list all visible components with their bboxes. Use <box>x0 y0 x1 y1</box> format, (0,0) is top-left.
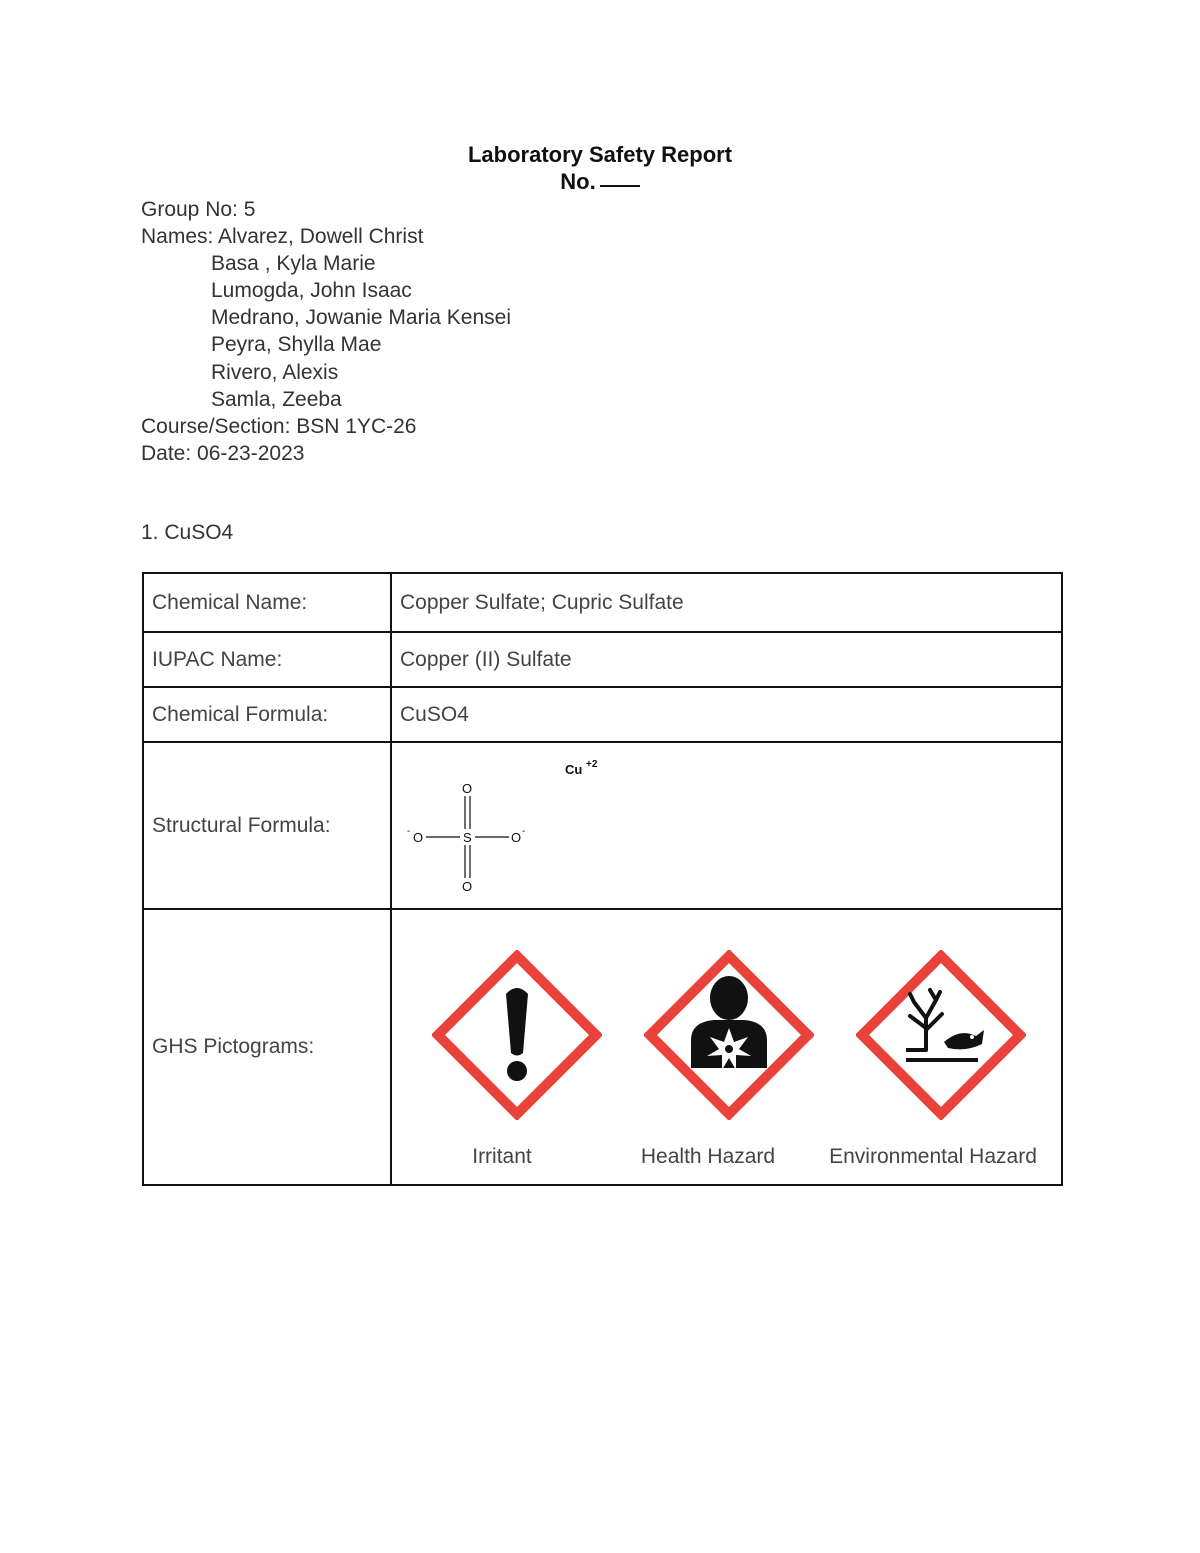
pictogram-label-environmental-hazard: Environmental Hazard <box>829 1145 1037 1168</box>
chemical-heading: 1. CuSO4 <box>141 521 234 544</box>
pictogram-label-health-hazard: Health Hazard <box>640 1145 776 1168</box>
name-item: Samla, Zeeba <box>211 387 342 411</box>
sulfur-atom: S <box>463 830 472 845</box>
report-title-text: Laboratory Safety Report <box>467 142 733 167</box>
report-number-blank <box>600 183 640 187</box>
chemical-formula-label: Chemical Formula: <box>143 687 391 742</box>
left-oxygen-charge: - <box>407 826 411 837</box>
iupac-name-value: Copper (II) Sulfate <box>391 632 1062 687</box>
name-item: Basa , Kyla Marie <box>211 252 376 276</box>
name-item: Rivero, Alexis <box>211 360 339 384</box>
group-info <box>141 196 511 467</box>
oxygen-left: O <box>413 830 424 845</box>
pictogram-label-irritant: Irritant <box>472 1145 532 1168</box>
exclamation-mark-icon <box>432 950 602 1120</box>
environment-icon <box>856 950 1026 1120</box>
report-title <box>0 141 1200 195</box>
group-number: Group No: 5 <box>141 198 256 221</box>
report-number-label: No. <box>560 169 596 194</box>
course-section: Course/Section: BSN 1YC-26 <box>141 414 417 438</box>
oxygen-right: O <box>511 830 522 845</box>
cation-charge: +2 <box>586 759 598 770</box>
name-item: Lumogda, John Isaac <box>211 279 412 303</box>
report-number <box>0 168 1200 195</box>
report-date: Date: 06-23-2023 <box>141 441 305 465</box>
chemical-name-label: Chemical Name: <box>143 573 391 632</box>
chemical-formula-value: CuSO4 <box>391 687 1062 742</box>
iupac-name-label: IUPAC Name: <box>143 632 391 687</box>
chemical-name-value: Copper Sulfate; Cupric Sulfate <box>391 573 1062 632</box>
cation-symbol: Cu <box>565 762 583 777</box>
chemical-info-table <box>142 572 1063 1186</box>
oxygen-bottom: O <box>462 879 473 894</box>
table-row <box>143 687 1062 742</box>
name-item: Peyra, Shylla Mae <box>211 333 382 357</box>
oxygen-top: O <box>462 781 473 796</box>
structural-formula-label: Structural Formula: <box>143 742 391 909</box>
table-row <box>143 632 1062 687</box>
name-item: Medrano, Jowanie Maria Kensei <box>211 306 511 330</box>
names-first: Names: Alvarez, Dowell Christ <box>141 225 424 249</box>
right-oxygen-charge: - <box>522 826 526 837</box>
health-hazard-icon <box>644 950 814 1120</box>
ghs-pictograms-label: GHS Pictograms: <box>143 909 391 1185</box>
structural-formula-cell <box>391 742 1062 909</box>
table-row <box>143 742 1062 909</box>
structural-formula-diagram <box>392 743 1061 908</box>
ghs-pictograms-cell <box>391 909 1062 1185</box>
table-row <box>143 909 1062 1185</box>
table-row <box>143 573 1062 632</box>
